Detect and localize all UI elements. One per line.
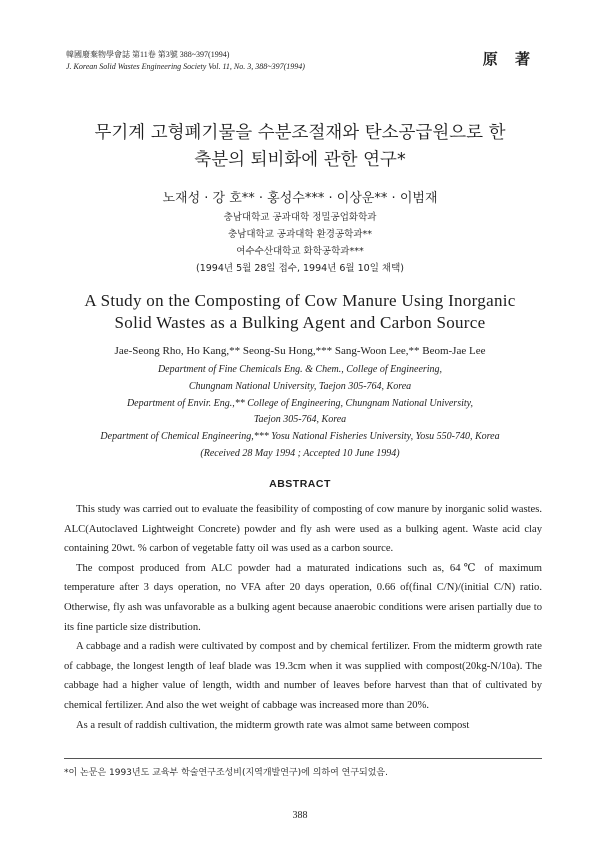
korean-affiliation: 충남대학교 공과대학 정밀공업화학과 xyxy=(223,212,377,223)
korean-authors: 노재성 · 강 호** · 홍성수*** · 이상운** · 이범재 xyxy=(162,191,438,206)
korean-affiliation: 여수수산대학교 화학공학과*** xyxy=(236,246,364,257)
korean-received-dates: (1994년 5월 28일 접수, 1994년 6월 10일 채택) xyxy=(196,263,404,274)
english-affiliations xyxy=(0,362,600,463)
footnote-divider xyxy=(64,758,542,759)
abstract-heading: ABSTRACT xyxy=(269,478,331,490)
abstract-paragraph: This study was carried out to evaluate the feasibility of composting of cow manure by inorganic solid wastes. ALC(Autoclaved Lightweight Concrete) powder and fly ash were used as a bulking agent. Waste acid clay containing 20wt. % carbon of vegetable fatty oil was used as a carbon source. xyxy=(64,504,542,555)
english-authors: Jae-Seong Rho, Ho Kang,** Seong-Su Hong,*** Sang-Woon Lee,** Beom-Jae Lee xyxy=(114,345,486,357)
journal-header xyxy=(66,49,305,73)
english-affiliation: Taejon 305-764, Korea xyxy=(253,414,347,426)
abstract-paragraph: As a result of raddish cultivation, the midterm growth rate was almot same between compost xyxy=(76,719,470,731)
journal-citation-ko: 韓國廢棄物學會誌 第11卷 第3號 388~397(1994) xyxy=(66,50,230,59)
korean-title-line-2: 축분의 퇴비화에 관한 연구* xyxy=(194,150,406,170)
english-title xyxy=(0,290,600,334)
english-affiliation: Chungnam National University, Taejon 305-764, Korea xyxy=(188,380,412,392)
korean-title-line-1: 무기계 고형폐기물을 수분조절재와 탄소공급원으로 한 xyxy=(94,123,506,143)
abstract-paragraph: The compost produced from ALC powder had a maturated indications such as, 64℃ of maximum temperature after 3 days operation, no VFA after 20 days operation, 0.66 of(final C/N)/(initial C/N) ratio. Otherwise, fly ash was unfavorable as a bulking agent because anaerobic conditions were arisen partially due to its fine particle size distribution. xyxy=(64,562,542,633)
abstract-paragraph: A cabbage and a radish were cultivated by compost and by chemical fertilizer. From the midterm growth rate of cabbage, the longest length of leaf blade was 19.3cm when it was supplied with compost(20kg-N/10a). The cabbage had a higher value of length, width and number of leaves before harvest than that of cultivated by chemical fertilizer. And also the wet weight of cabbage was increased more than 20%. xyxy=(64,641,542,711)
korean-title xyxy=(0,120,600,174)
english-affiliation: Department of Fine Chemicals Eng. & Chem., College of Engineering, xyxy=(157,364,443,375)
section-label: 原 著 xyxy=(482,50,536,68)
english-affiliation: Department of Envir. Eng.,** College of Engineering, Chungnam National University, xyxy=(126,397,474,409)
journal-citation-en: J. Korean Solid Wastes Engineering Society Vol. 11, No. 3, 388~397(1994) xyxy=(66,62,305,71)
english-affiliation: Department of Chemical Engineering,*** Yosu National Fisheries University, Yosu 550-740, Korea xyxy=(100,431,500,443)
footnote: *이 논문은 1993년도 교육부 학술연구조성비(지역개발연구)에 의하여 연구되었음. xyxy=(64,768,388,778)
abstract-body xyxy=(64,500,542,735)
english-received-dates: (Received 28 May 1994 ; Accepted 10 June 1994) xyxy=(200,447,400,459)
page-number: 388 xyxy=(292,810,308,821)
english-title-line-2: Solid Wastes as a Bulking Agent and Carbon Source xyxy=(114,313,486,332)
korean-affiliation: 충남대학교 공과대학 환경공학과** xyxy=(227,229,373,240)
english-title-line-1: A Study on the Composting of Cow Manure Using Inorganic xyxy=(84,291,516,310)
korean-affiliations xyxy=(0,209,600,277)
